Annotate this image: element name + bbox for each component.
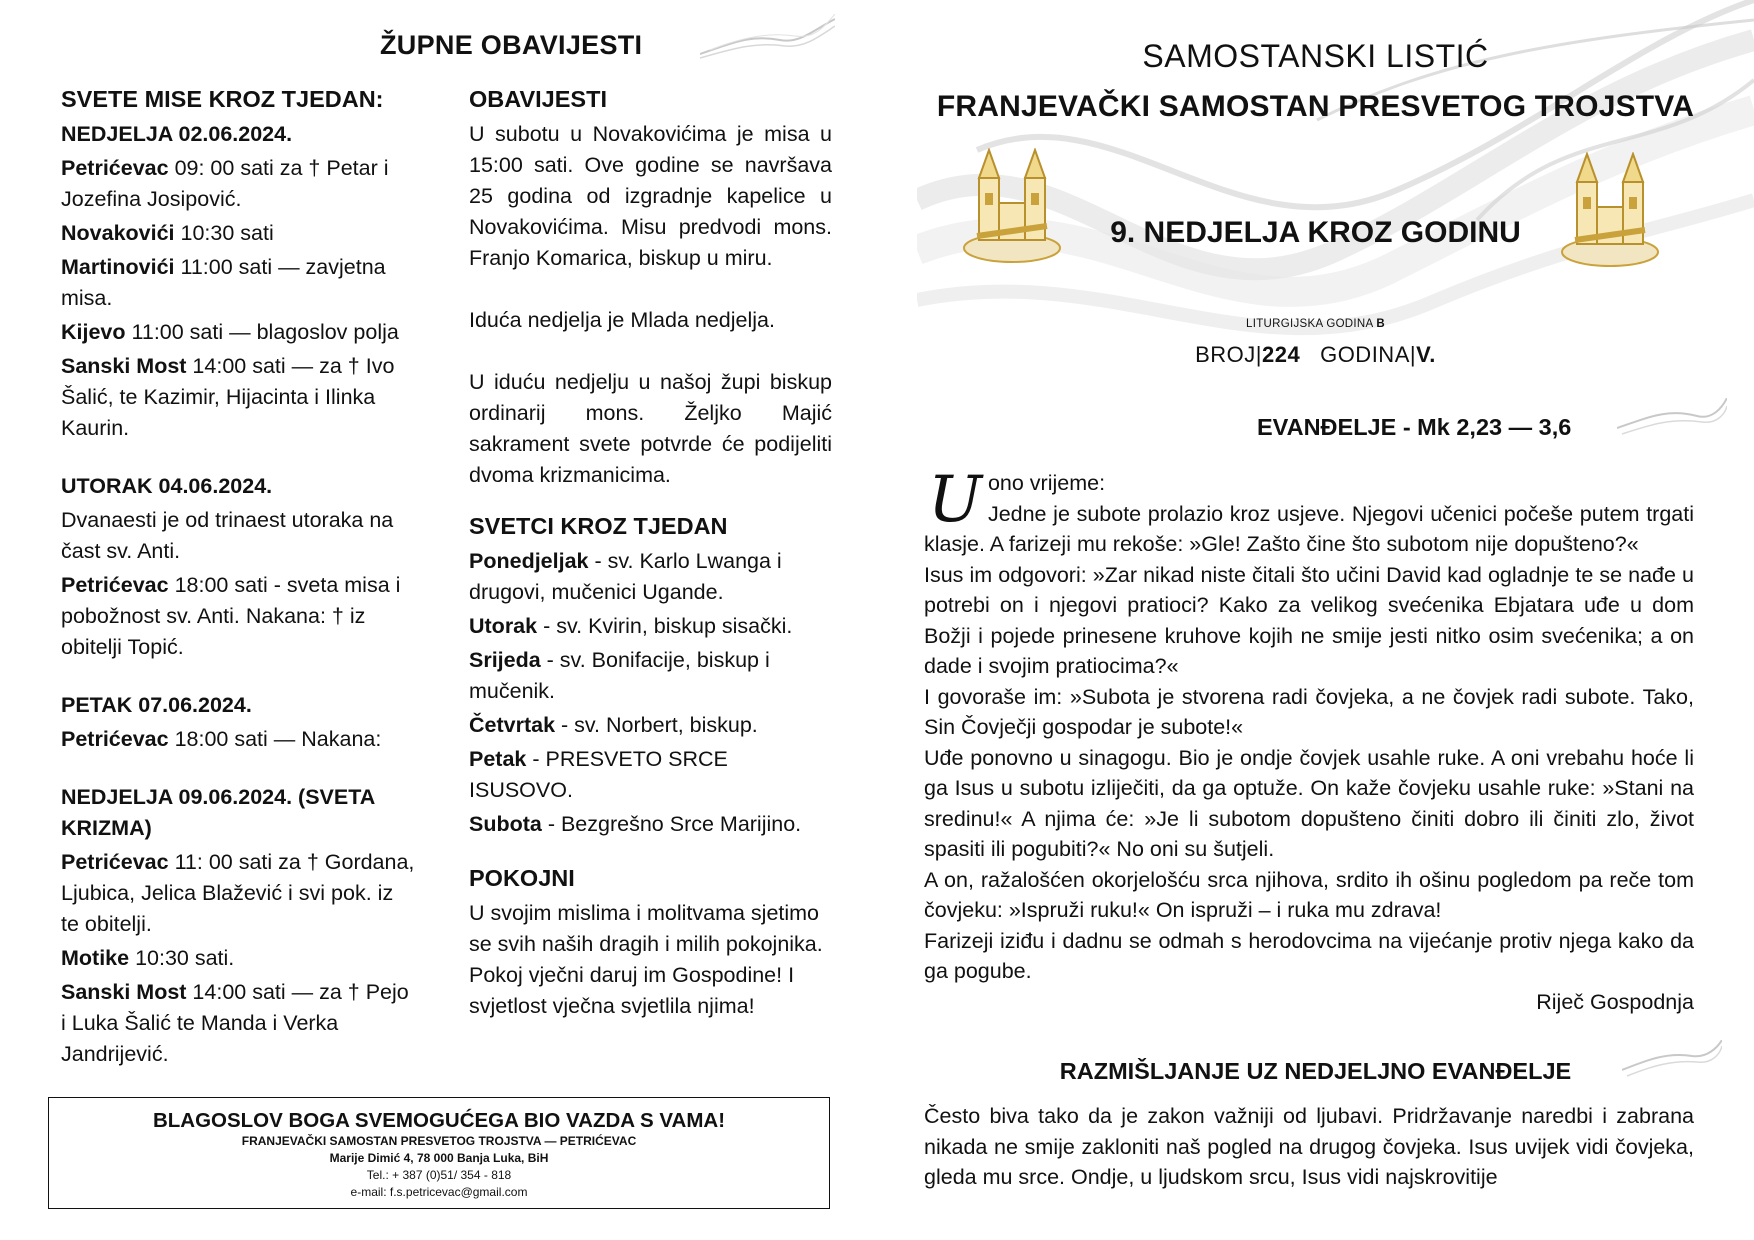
mass-entry: Kijevo 11:00 sati — blagoslov polja	[61, 320, 399, 344]
saint-item: Petak - PRESVETO SRCE ISUSOVO.	[469, 747, 728, 802]
gospel-paragraph: Isus im odgovori: »Zar nikad niste čitali što učini David kad ogladnje te se nađe u potrebi on i njegovi pratioci? Kako za velikog svećenika Ebjatara uđe u dom Božji i pojede prinesene kruhove kojih ne smije jesti nitko osim svećenika; a on dade i svojim pratiocima?«	[924, 562, 1694, 678]
blessing-text: BLAGOSLOV BOGA SVEMOGUĆEGA BIO VAZDA S VAMA!	[152, 1109, 726, 1132]
saint-item: Četvrtak - sv. Norbert, biskup.	[469, 713, 758, 737]
gospel-text	[924, 463, 1694, 1017]
address: Marije Dimić 4, 78 000 Banja Luka, BiH	[329, 1151, 549, 1165]
notices-column	[469, 82, 832, 1022]
saint-item: Ponedjeljak - sv. Karlo Lwanga i drugovi, mučenici Ugande.	[469, 549, 782, 604]
sunday-title: 9. NEDJELJA KROZ GODINU	[1110, 216, 1521, 249]
mass-day-date: NEDJELJA 02.06.2024.	[61, 122, 293, 146]
gospel-heading: EVANĐELJE - Mk 2,23 — 3,6	[1257, 414, 1572, 440]
mass-day-date: UTORAK 04.06.2024.	[61, 474, 273, 498]
monastery-title: FRANJEVAČKI SAMOSTAN PRESVETOG TROJSTVA	[936, 90, 1695, 123]
mass-entry: Petrićevac 18:00 sati - sveta misa i pobožnost sv. Anti. Nakana: † iz obitelji Topić.	[61, 573, 401, 659]
church-logo-icon	[1555, 152, 1665, 272]
issue-info: BROJ|224 GODINA|V.	[1195, 342, 1436, 367]
gospel-paragraph: Jedne je subote prolazio kroz usjeve. Njegovi učenici počeše putem trgati klasje. A farizeji mu rekoše: »Gle! Zašto čine što subotom nije dopušteno?«	[924, 501, 1694, 556]
mass-entry: Novakovići 10:30 sati	[61, 221, 274, 245]
gospel-first-line: onо vrijeme:	[987, 471, 1106, 495]
gospel-paragraph: A on, ražalošćen okorjelošću srca njihova, srdito ih ošinu pogledom pa reče tom čovjeku: »Ispruži ruku!« On ispruži – i ruka mu zdrava!	[924, 867, 1694, 922]
mass-entry: Martinovići 11:00 sati — zavjetna misa.	[61, 255, 386, 310]
org-name: FRANJEVAČKI SAMOSTAN PRESVETOG TROJSTVA — PETRIĆEVAC	[241, 1134, 637, 1148]
reflection-heading: RAZMIŠLJANJE UZ NEDJELJNO EVANĐELJE	[1059, 1058, 1572, 1084]
mass-entry: Sanski Most 14:00 sati — za † Ivo Šalić, te Kazimir, Hijacinta i Ilinka Kaurin.	[61, 354, 395, 440]
gospel-paragraph: Farizeji iziđu i dadnu se odmah s herodovcima na vijećanje protiv njega kako da ga pogube.	[924, 928, 1694, 983]
bulletin-kicker: SAMOSTANSKI LISTIĆ	[1142, 38, 1489, 74]
mass-day-note: Dvanaesti je od trinaest utoraka na čast sv. Anti.	[61, 508, 394, 563]
right-page	[877, 0, 1754, 1240]
footer-box	[48, 1097, 830, 1209]
notices-heading: OBAVIJESTI	[469, 86, 607, 112]
masses-column	[61, 82, 416, 1073]
saint-item: Srijeda - sv. Bonifacije, biskup i mučenik.	[469, 648, 770, 703]
gospel-paragraph: I govoraše im: »Subota je stvorena radi čovjeka, a ne čovjek radi subote. Tako, Sin Čovječji gospodar je subote!«	[924, 684, 1694, 739]
parish-notices-title: ŽUPNE OBAVIJESTI	[380, 30, 643, 60]
saints-heading: SVETCI KROZ TJEDAN	[469, 513, 728, 539]
mass-entry: Petrićevac 11: 00 sati za † Gordana, Ljubica, Jelica Blažević i svi pok. iz te obitelji.	[61, 850, 415, 936]
gospel-closing: Riječ Gospodnja	[1536, 989, 1694, 1014]
email: e-mail: f.s.petricevac@gmail.com	[350, 1185, 528, 1199]
masses-heading: SVETE MISE KROZ TJEDAN:	[61, 86, 384, 112]
mass-entry: Motike 10:30 sati.	[61, 946, 235, 970]
mass-entry: Sanski Most 14:00 sati — za † Pejo i Luka Šalić te Manda i Verka Jandrijević.	[61, 980, 409, 1066]
deceased-heading: POKOJNI	[469, 865, 575, 891]
deceased-text: U svojim mislima i molitvama sjetimo se svih naših dragih i milih pokojnika. Pokoj vječni daruj im Gospodine! I svjetlost vječna svjetlila njima!	[469, 901, 823, 1018]
notice-paragraph: U subotu u Novakovićima je misa u 15:00 sati. Ove godine se navršava 25 godina od izgradnje kapelice u Novakovićima. Misu predvodi mons. Franjo Komarica, biskup u miru.	[469, 122, 832, 270]
saint-item: Subota - Bezgrešno Srce Marijino.	[469, 812, 802, 836]
notice-paragraph: U iduću nedjelju u našoj župi biskup ordinarij mons. Željko Majić sakrament svete potvrde će podijeliti dvoma krizmanicima.	[469, 370, 832, 487]
reflection-text: Često biva tako da je zakon važniji od ljubavi. Pridržavanje naredbi i zabrana nikada ne smije zakloniti naš pogled na drugog čovjeka. Isus uvijek vidi čovjeka, gleda mu srce. Ondje, u ljudskom srcu, Isus vidi najskrovitije	[924, 1104, 1694, 1189]
phone: Tel.: + 387 (0)51/ 354 - 818	[366, 1168, 512, 1182]
mass-entry: Petrićevac 18:00 sati — Nakana:	[61, 727, 382, 751]
saint-item: Utorak - sv. Kvirin, biskup sisački.	[469, 614, 793, 638]
mass-day-date: PETAK 07.06.2024.	[61, 693, 252, 717]
liturgical-year: LITURGIJSKA GODINA B	[1246, 318, 1385, 330]
church-logo-icon	[957, 148, 1067, 268]
notice-paragraph: Iduća nedjelja je Mlada nedjelja.	[469, 308, 775, 332]
gospel-dropcap: U	[928, 463, 982, 537]
smoke-decoration	[1617, 398, 1727, 448]
mass-entry: Petrićevac 09: 00 sati za † Petar i Jozefina Josipović.	[61, 156, 389, 211]
gospel-paragraph: Uđe ponovno u sinagogu. Bio je ondje čovjek usahle ruke. A oni vrebahu hoće li ga Isus u subotu izliječiti, da ga optuže. On kaže čovjeku usahle ruke: »Stani na sredinu!« A njima će: »Je li subotom dopušteno činiti dobro ili činiti zlo, život spasiti ili pogubiti?« No oni su šutjeli.	[924, 745, 1694, 861]
mass-day-date: NEDJELJA 09.06.2024. (SVETA KRIZMA)	[61, 785, 375, 840]
